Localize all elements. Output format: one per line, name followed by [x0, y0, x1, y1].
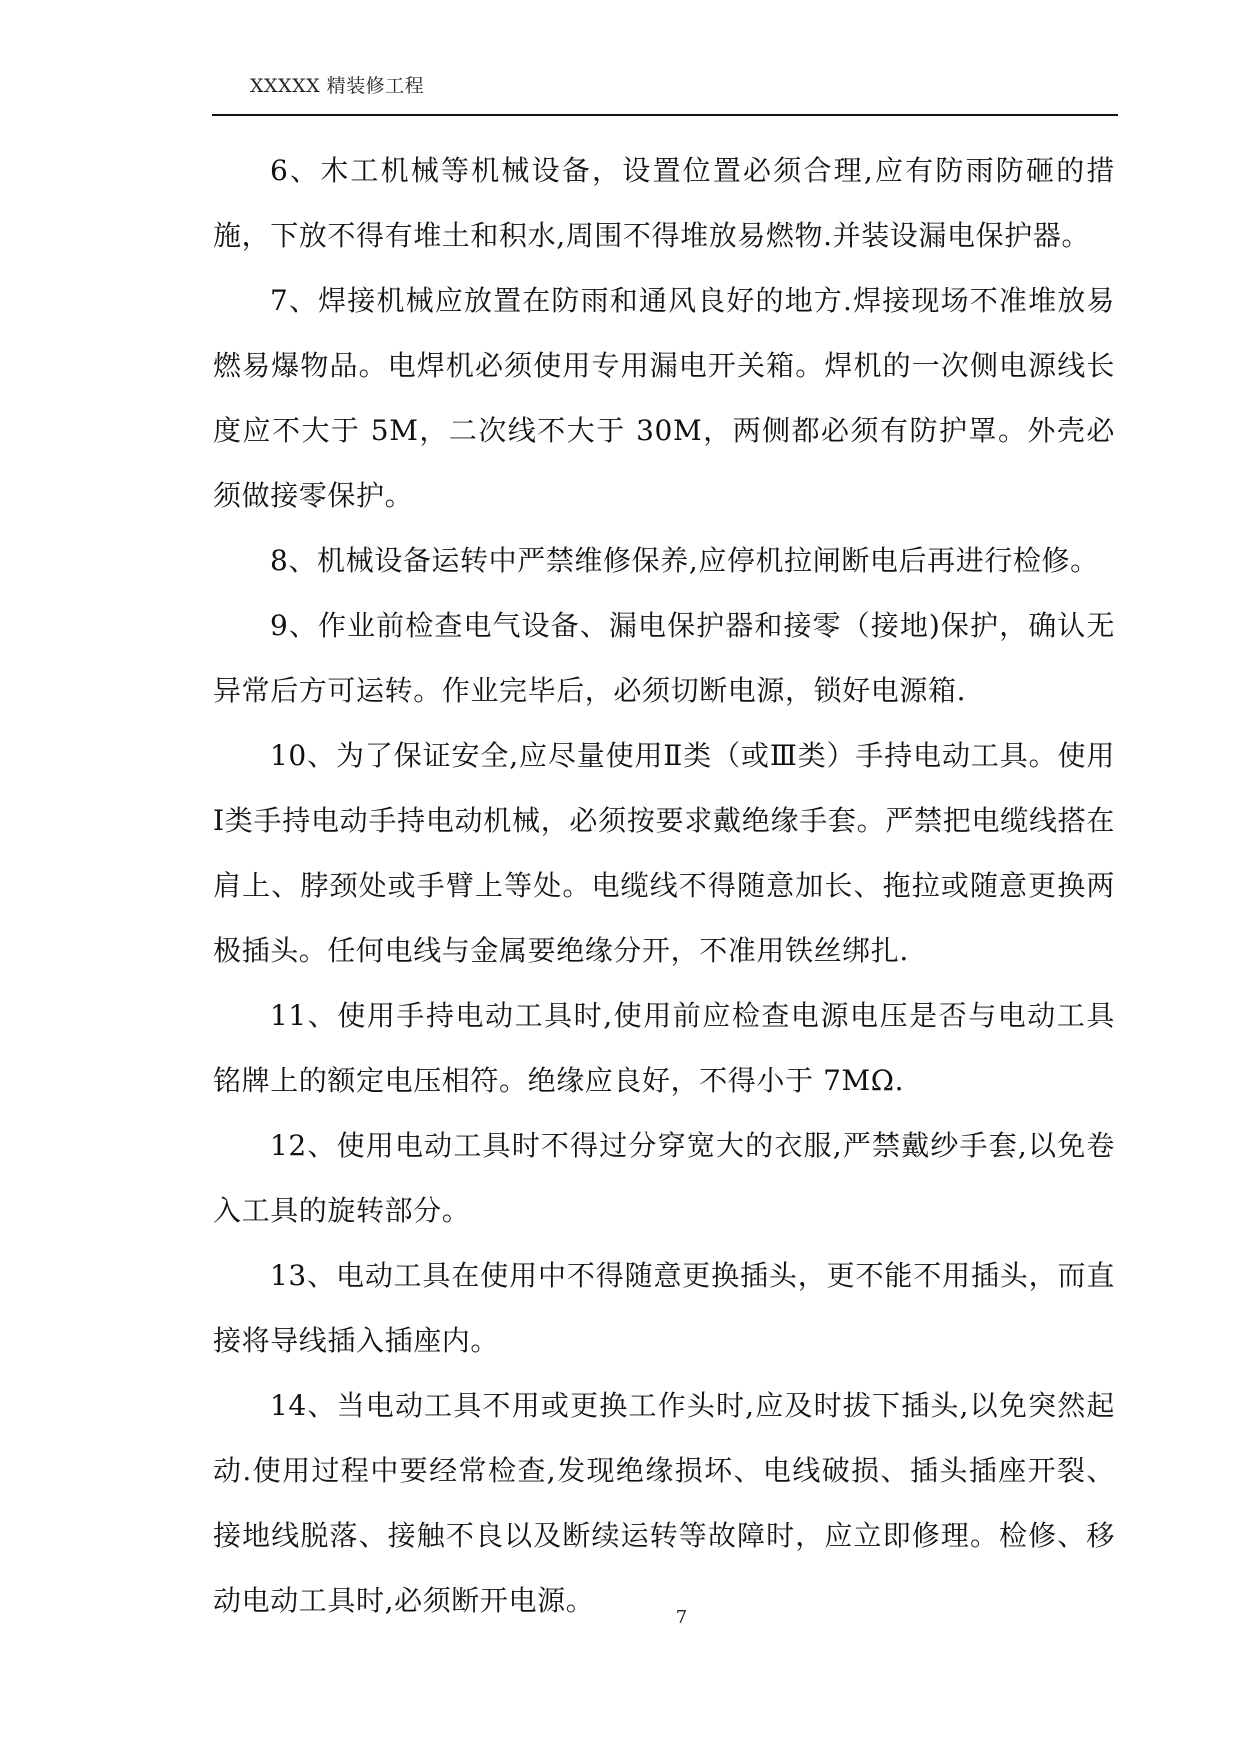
paragraph-item-12: 12、使用电动工具时不得过分穿宽大的衣服,严禁戴纱手套,以免卷入工具的旋转部分。: [213, 1129, 1115, 1227]
header-divider: [212, 114, 1118, 116]
document-body: [213, 138, 1115, 1633]
paragraph-item-14: 14、当电动工具不用或更换工作头时,应及时拔下插头,以免突然起动.使用过程中要经常检查,发现绝缘损坏、电线破损、插头插座开裂、接地线脱落、接触不良以及断续运转等故障时，应立即修理。检修、移动电动工具时,必须断开电源。: [213, 1389, 1115, 1617]
page-number: 7: [675, 1607, 688, 1628]
paragraph-item-7: 7、焊接机械应放置在防雨和通风良好的地方.焊接现场不准堆放易燃易爆物品。电焊机必须使用专用漏电开关箱。焊机的一次侧电源线长度应不大于 5M，二次线不大于 30M，两侧都必须有防护罩。外壳必须做接零保护。: [213, 284, 1115, 512]
paragraph-item-9: 9、作业前检查电气设备、漏电保护器和接零（接地)保护，确认无异常后方可运转。作业完毕后，必须切断电源，锁好电源箱.: [213, 609, 1115, 707]
paragraph-item-10: 10、为了保证安全,应尽量使用Ⅱ类（或Ⅲ类）手持电动工具。使用Ⅰ类手持电动手持电动机械，必须按要求戴绝缘手套。严禁把电缆线搭在肩上、脖颈处或手臂上等处。电缆线不得随意加长、拖拉或随意更换两极插头。任何电线与金属要绝缘分开，不准用铁丝绑扎.: [213, 739, 1115, 967]
paragraph-item-6: 6、木工机械等机械设备，设置位置必须合理,应有防雨防砸的措施，下放不得有堆土和积水,周围不得堆放易燃物.并装设漏电保护器。: [213, 154, 1115, 252]
paragraph-item-13: 13、电动工具在使用中不得随意更换插头，更不能不用插头，而直接将导线插入插座内。: [213, 1259, 1115, 1357]
header-title: XXXXX 精装修工程: [250, 75, 425, 97]
paragraph-item-8: 8、机械设备运转中严禁维修保养,应停机拉闸断电后再进行检修。: [270, 544, 1099, 577]
paragraph-item-11: 11、使用手持电动工具时,使用前应检查电源电压是否与电动工具铭牌上的额定电压相符。绝缘应良好，不得小于 7MΩ.: [213, 999, 1115, 1097]
